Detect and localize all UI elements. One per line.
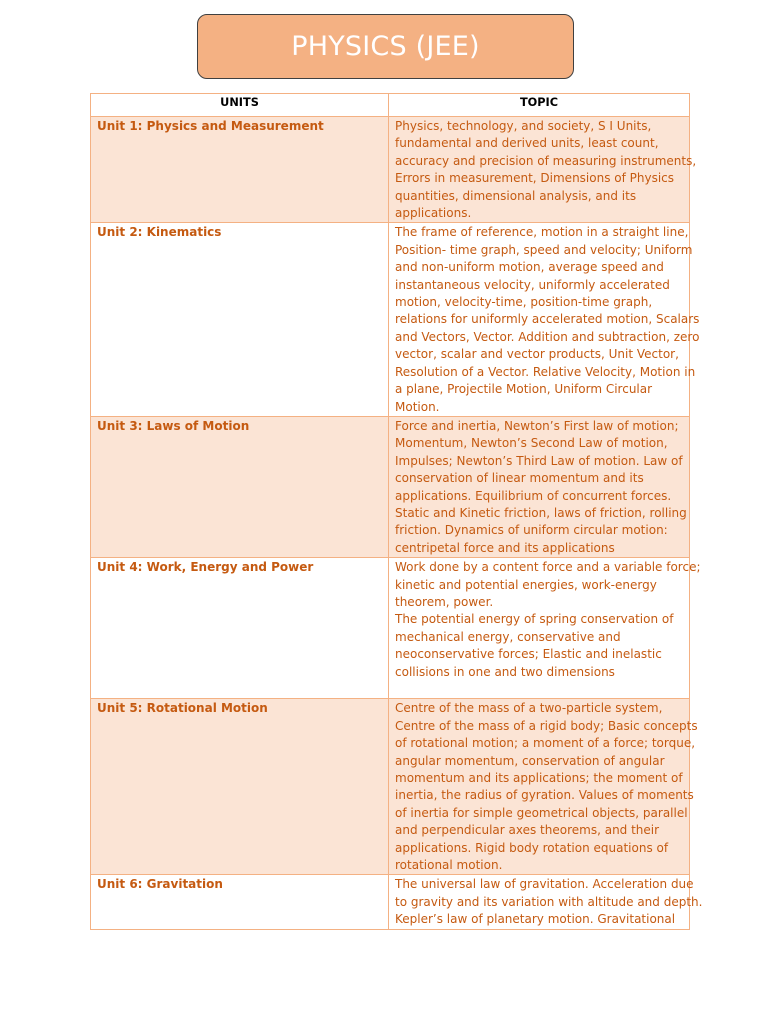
topic-line: kinetic and potential energies, work-energy [395,577,657,592]
topic-line: accuracy and precision of measuring instruments, [395,153,697,168]
topic-line: Centre of the mass of a two-particle system, [395,701,663,716]
topic-line: to gravity and its variation with altitude and depth. [395,894,703,909]
topic-line: friction. Dynamics of uniform circular motion: [395,523,668,538]
topic-line: Centre of the mass of a rigid body; Basic concepts [395,718,698,733]
topic-line: The universal law of gravitation. Acceleration due [395,877,694,892]
topic-line: centripetal force and its applications [395,540,615,555]
topic-line: Momentum, Newton’s Second Law of motion, [395,436,668,451]
topic-line: momentum and its applications; the moment of [395,771,683,786]
topic-line [395,681,685,698]
topic-description [389,699,698,875]
topic-line: inertia, the radius of gyration. Values of moments [395,788,694,803]
topic-line: applications. Rigid body rotation equations of [395,840,669,855]
unit-name: Unit 3: Laws of Motion [91,416,389,557]
topic-description [389,223,700,416]
topic-line: Resolution of a Vector. Relative Velocity, Motion in [395,364,696,379]
table-header-row [91,94,690,117]
topic-line: Errors in measurement, Dimensions of Physics [395,171,675,186]
table-row [91,875,690,929]
table-row [91,223,690,416]
page-title: PHYSICS (JEE) [291,31,480,62]
topic-line: vector, scalar and vector products, Unit Vector, [395,347,679,362]
topic-line: and perpendicular axes theorems, and their [395,823,660,838]
table-row [91,416,690,557]
table-row [91,699,690,875]
topic-line: mechanical energy, conservative and [395,629,621,644]
unit-name: Unit 6: Gravitation [91,875,389,929]
unit-name: Unit 4: Work, Energy and Power [91,558,389,699]
topic-line: applications. Equilibrium of concurrent forces. [395,488,672,503]
table-body [91,117,703,930]
topic-line: Physics, technology, and society, S I Units, [395,119,652,133]
topic-line: The frame of reference, motion in a straight line, [395,225,689,240]
topic-line: and non-uniform motion, average speed and [395,260,664,275]
topic-line: motion, velocity-time, position-time graph, [395,295,653,310]
topic-line: The potential energy of spring conservation of [395,612,674,627]
topic-line: rotational motion. [395,858,503,873]
topic-line: instantaneous velocity, uniformly accelerated [395,277,670,292]
topic-description [389,875,703,929]
topic-description [389,416,690,557]
topic-line: applications. [395,206,472,221]
topic-line: theorem, power. [395,594,494,609]
topic-line: relations for uniformly accelerated motion, Scalars [395,312,700,327]
topic-description [389,117,697,223]
unit-name: Unit 5: Rotational Motion [91,699,389,875]
topic-line: Work done by a content force and a variable force; [395,560,701,575]
units-column-header: UNITS [91,94,389,117]
topic-line: quantities, dimensional analysis, and its [395,188,637,203]
topic-column-header: TOPIC [389,94,690,117]
topic-line: collisions in one and two dimensions [395,664,615,679]
topic-line: Position- time graph, speed and velocity; Uniform [395,242,693,257]
title-banner [197,14,574,79]
topic-line: of inertia for simple geometrical objects, parallel [395,805,688,820]
topic-line: neoconservative forces; Elastic and inelastic [395,647,662,662]
topic-line: Impulses; Newton’s Third Law of motion. Law of [395,453,683,468]
syllabus-table [90,93,703,930]
table-row [91,117,690,223]
topic-line: and Vectors, Vector. Addition and subtraction, zero [395,329,700,344]
topic-line: Kepler’s law of planetary motion. Gravitational [395,912,676,927]
unit-name: Unit 2: Kinematics [91,223,389,416]
unit-name: Unit 1: Physics and Measurement [91,117,389,223]
topic-line: Static and Kinetic friction, laws of friction, rolling [395,505,687,520]
topic-line: of rotational motion; a moment of a force; torque, [395,736,696,751]
topic-line: Motion. [395,399,440,414]
topic-line: a plane, Projectile Motion, Uniform Circular [395,382,653,397]
table-row [91,558,690,699]
topic-line: Force and inertia, Newton’s First law of motion; [395,418,679,433]
topic-line: angular momentum, conservation of angular [395,753,665,768]
topic-line: conservation of linear momentum and its [395,471,644,486]
topic-description [389,558,701,699]
topic-line: fundamental and derived units, least count, [395,136,659,151]
